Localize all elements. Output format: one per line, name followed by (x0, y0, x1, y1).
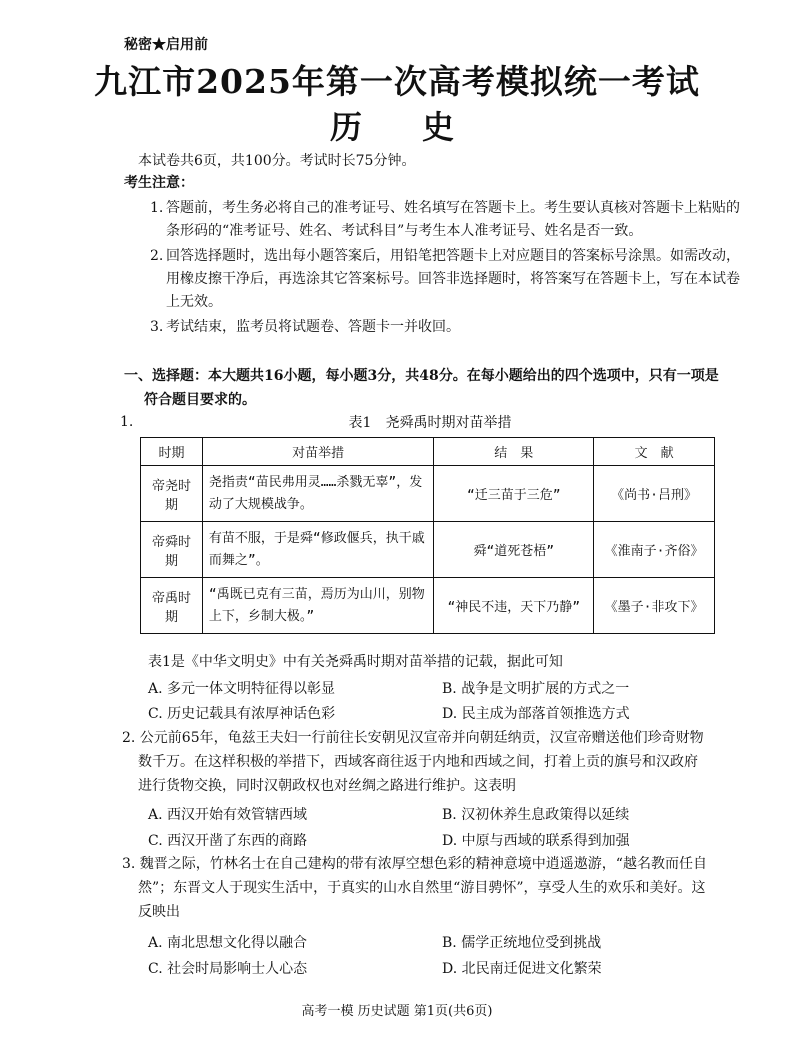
answer-option: B. 战争是文明扩展的方式之一 (442, 681, 630, 697)
table-header-cell: 对苗举措 (202, 438, 434, 466)
question-1-number: 1. (120, 414, 134, 430)
answer-option: D. 中原与西域的联系得到加强 (442, 833, 630, 849)
answer-option: C. 社会时局影响士人心态 (148, 961, 308, 977)
question-2-line: 进行货物交换，同时汉朝政权也对丝绸之路进行维护。这表明 (138, 778, 516, 794)
table-cell-document: 《尚书·吕刑》 (594, 466, 715, 522)
table-cell-period: 帝尧时期 (141, 466, 203, 522)
answer-option: A. 西汉开始有效管辖西域 (148, 807, 308, 823)
section-heading (124, 364, 744, 412)
notice-item-number: 1. (150, 200, 164, 216)
notice-item-text: 考试结束，监考员将试题卷、答题卡一并收回。 (166, 319, 460, 335)
table-cell-result: 舜“道死苍梧” (434, 522, 594, 578)
section-heading-line: 一、选择题：本大题共16小题，每小题3分，共48分。在每小题给出的四个选项中，只有一项是 (124, 368, 719, 384)
measures-table (140, 437, 715, 634)
question-3-line: 然”；东晋文人于现实生活中，于真实的山水自然里“游目骋怀”，享受人生的欢乐和美好。这 (138, 880, 706, 896)
notice-item-text: 回答选择题时，选出每小题答案后，用铅笔把答题卡上对应题目的答案标号涂黑。如需改动，用橡皮擦干净后，再选涂其它答案标号。回答非选择题时，将答案写在答题卡上，写在本试卷上无效。 (166, 248, 740, 310)
table-cell-period: 帝禹时期 (141, 578, 203, 634)
notice-item (150, 245, 750, 314)
notice-title: 考生注意： (124, 175, 194, 191)
table-cell-document: 《墨子·非攻下》 (594, 578, 715, 634)
table-cell-result: “迁三苗于三危” (434, 466, 594, 522)
table-cell-document: 《淮南子·齐俗》 (594, 522, 715, 578)
subject-title: 历史 (329, 108, 514, 146)
section-heading-line: 符合题目要求的。 (144, 392, 256, 408)
table-cell-period: 帝舜时期 (141, 522, 203, 578)
table-header-cell: 文 献 (594, 438, 715, 466)
question-3-line: 反映出 (138, 904, 180, 920)
answer-option: A. 多元一体文明特征得以彰显 (148, 681, 336, 697)
question-3-line: 3. 魏晋之际，竹林名士在自己建构的带有浓厚空想色彩的精神意境中逍遥遨游，“越名教而任自 (122, 856, 707, 872)
secret-label: 秘密★启用前 (124, 37, 208, 53)
answer-option: A. 南北思想文化得以融合 (148, 935, 308, 951)
table-caption: 表1 尧舜禹时期对苗举措 (348, 415, 512, 431)
table-header-row (141, 438, 715, 466)
answer-option: D. 北民南迁促进文化繁荣 (442, 961, 602, 977)
notice-item (150, 197, 750, 243)
table-header-cell: 结 果 (434, 438, 594, 466)
table-header-cell: 时期 (141, 438, 203, 466)
notice-item-number: 2. (150, 248, 164, 264)
table-cell-measure: “禹既已克有三苗，焉历为山川，别物上下，乡制大极。” (202, 578, 434, 634)
table-cell-measure: 有苗不服，于是舜“修政偃兵，执干戚而舞之”。 (202, 522, 434, 578)
answer-option: C. 历史记载具有浓厚神话色彩 (148, 706, 336, 722)
question-2-line: 数千万。在这样积极的举措下，西域客商往返于内地和西域之间，打着上贡的旗号和汉政府 (138, 754, 698, 770)
question-1-stem: 表1是《中华文明史》中有关尧舜禹时期对苗举措的记载，据此可知 (148, 654, 563, 670)
answer-option: B. 汉初休养生息政策得以延续 (442, 807, 630, 823)
exam-intro: 本试卷共6页，共100分。考试时长75分钟。 (138, 153, 416, 169)
notice-item (150, 316, 750, 339)
question-3-stem (122, 852, 752, 924)
exam-title: 九江市2025年第一次高考模拟统一考试 (94, 62, 700, 101)
table-row (141, 578, 715, 634)
answer-option: D. 民主成为部落首领推选方式 (442, 706, 630, 722)
notice-item-text: 答题前，考生务必将自己的准考证号、姓名填写在答题卡上。考生要认真核对答题卡上粘贴的条形码的“准考证号、姓名、考试科目”与考生本人准考证号、姓名是否一致。 (166, 200, 740, 239)
notice-list (150, 197, 750, 341)
question-2-stem (122, 726, 752, 798)
question-2-line: 2. 公元前65年，龟兹王夫妇一行前往长安朝见汉宣帝并向朝廷纳贡，汉宣帝赠送他们珍奇财物 (122, 730, 704, 746)
notice-item-number: 3. (150, 319, 164, 335)
table-row (141, 466, 715, 522)
answer-option: B. 儒学正统地位受到挑战 (442, 935, 602, 951)
page-footer: 高考一模 历史试题 第1页(共6页) (301, 1004, 493, 1019)
table-cell-measure: 尧指责“苗民弗用灵……杀戮无辜”，发动了大规模战争。 (202, 466, 434, 522)
table-row (141, 522, 715, 578)
answer-option: C. 西汉开凿了东西的商路 (148, 833, 308, 849)
table-cell-result: “神民不违，天下乃静” (434, 578, 594, 634)
